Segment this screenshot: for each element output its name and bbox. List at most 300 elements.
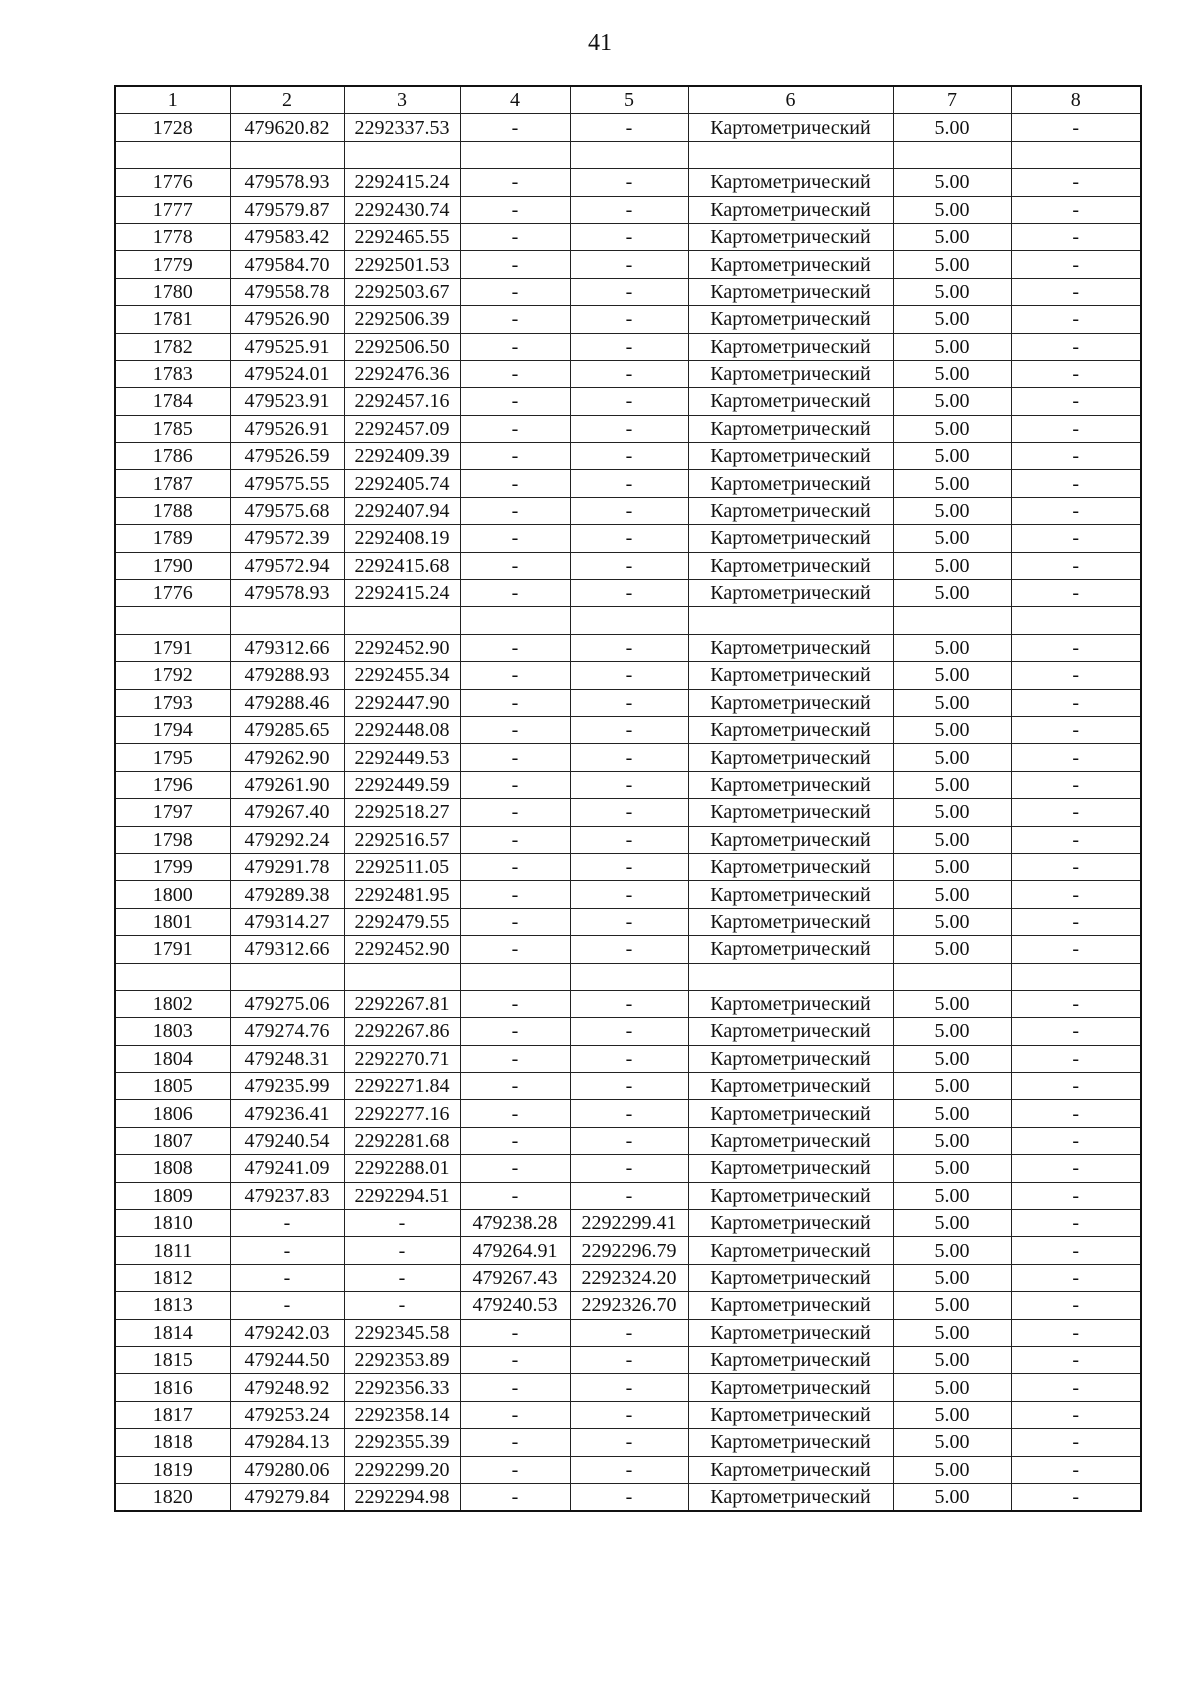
table-row (115, 1237, 1141, 1264)
table-cell: Картометрический (688, 1401, 893, 1428)
table-cell: 1799 (115, 853, 230, 880)
table-cell: - (570, 1374, 688, 1401)
table-cell: - (1011, 415, 1141, 442)
table-cell: 2292353.89 (344, 1346, 460, 1373)
table-cell: 5.00 (893, 360, 1011, 387)
table-cell: 479584.70 (230, 251, 344, 278)
table-cell: 1793 (115, 689, 230, 716)
table-cell: - (344, 1264, 460, 1291)
table-cell: - (570, 388, 688, 415)
table-cell: 479578.93 (230, 169, 344, 196)
table-cell (1011, 141, 1141, 168)
table-cell: 2292518.27 (344, 799, 460, 826)
table-cell: - (460, 826, 570, 853)
table-cell: - (570, 1100, 688, 1127)
table-cell: 479264.91 (460, 1237, 570, 1264)
table-cell: Картометрический (688, 1100, 893, 1127)
table-cell: - (570, 1346, 688, 1373)
table-row (115, 936, 1141, 963)
table-cell: - (460, 662, 570, 689)
table-cell: - (1011, 634, 1141, 661)
table-cell: Картометрический (688, 278, 893, 305)
table-cell: - (1011, 1100, 1141, 1127)
table-cell: - (1011, 826, 1141, 853)
table-cell: 5.00 (893, 552, 1011, 579)
table-cell: Картометрический (688, 1264, 893, 1291)
table-cell: 5.00 (893, 1346, 1011, 1373)
table-cell: 1728 (115, 114, 230, 141)
table-row (115, 1210, 1141, 1237)
column-header: 4 (460, 86, 570, 114)
table-cell: 479312.66 (230, 936, 344, 963)
table-cell: - (460, 497, 570, 524)
table-cell: Картометрический (688, 306, 893, 333)
table-row (115, 689, 1141, 716)
table-cell: 2292405.74 (344, 470, 460, 497)
table-cell: - (1011, 1045, 1141, 1072)
table-cell: 2292281.68 (344, 1127, 460, 1154)
table-cell: 1783 (115, 360, 230, 387)
table-cell: - (570, 1182, 688, 1209)
table-row (115, 771, 1141, 798)
table-cell (688, 607, 893, 634)
table-cell: 5.00 (893, 771, 1011, 798)
table-cell: 1798 (115, 826, 230, 853)
column-header: 3 (344, 86, 460, 114)
table-cell: 479572.94 (230, 552, 344, 579)
table-cell: 479312.66 (230, 634, 344, 661)
table-row (115, 1182, 1141, 1209)
table-cell: - (460, 990, 570, 1017)
table-cell: - (1011, 470, 1141, 497)
table-cell: 2292452.90 (344, 936, 460, 963)
table-cell: 5.00 (893, 744, 1011, 771)
table-cell: - (570, 1045, 688, 1072)
table-cell: 479262.90 (230, 744, 344, 771)
table-cell: 479248.92 (230, 1374, 344, 1401)
table-cell: 1815 (115, 1346, 230, 1373)
table-cell (688, 141, 893, 168)
table-cell: 2292415.24 (344, 580, 460, 607)
table-cell: - (570, 251, 688, 278)
table-row (115, 1483, 1141, 1511)
table-cell: - (460, 306, 570, 333)
table-cell: 5.00 (893, 470, 1011, 497)
table-cell: - (570, 1155, 688, 1182)
table-cell (570, 963, 688, 990)
table-cell: 479248.31 (230, 1045, 344, 1072)
table-cell: - (1011, 497, 1141, 524)
separator-row (115, 141, 1141, 168)
table-cell: 2292356.33 (344, 1374, 460, 1401)
table-cell: 1814 (115, 1319, 230, 1346)
table-cell (115, 607, 230, 634)
separator-row (115, 607, 1141, 634)
table-cell: - (1011, 169, 1141, 196)
table-cell (460, 141, 570, 168)
table-cell: 5.00 (893, 1127, 1011, 1154)
table-row (115, 196, 1141, 223)
table-cell: 479280.06 (230, 1456, 344, 1483)
table-cell: 2292415.68 (344, 552, 460, 579)
table-cell: - (230, 1210, 344, 1237)
table-cell: 2292271.84 (344, 1073, 460, 1100)
table-cell: - (570, 169, 688, 196)
table-cell: - (460, 251, 570, 278)
table-cell: 479244.50 (230, 1346, 344, 1373)
table-cell: - (1011, 1319, 1141, 1346)
table-cell: 1787 (115, 470, 230, 497)
column-header: 2 (230, 86, 344, 114)
table-cell: - (570, 881, 688, 908)
table-row (115, 1456, 1141, 1483)
table-cell: 479579.87 (230, 196, 344, 223)
table-cell: 5.00 (893, 1100, 1011, 1127)
table-cell: - (1011, 360, 1141, 387)
table-cell: - (460, 1429, 570, 1456)
table-cell: - (1011, 1210, 1141, 1237)
table-cell: 479291.78 (230, 853, 344, 880)
table-cell: Картометрический (688, 1429, 893, 1456)
table-cell: 5.00 (893, 799, 1011, 826)
table-cell: 2292299.41 (570, 1210, 688, 1237)
table-cell: 2292476.36 (344, 360, 460, 387)
table-cell: 5.00 (893, 826, 1011, 853)
table-cell: - (570, 415, 688, 442)
table-cell: - (460, 1100, 570, 1127)
table-cell: - (230, 1237, 344, 1264)
table-cell: Картометрический (688, 443, 893, 470)
table-cell: 2292455.34 (344, 662, 460, 689)
table-cell: - (1011, 223, 1141, 250)
table-cell: 2292449.53 (344, 744, 460, 771)
table-cell: 2292299.20 (344, 1456, 460, 1483)
table-cell: - (460, 552, 570, 579)
table-cell: 1776 (115, 169, 230, 196)
table-cell: 2292345.58 (344, 1319, 460, 1346)
table-row (115, 278, 1141, 305)
table-cell: 479526.91 (230, 415, 344, 442)
table-cell: 5.00 (893, 1182, 1011, 1209)
table-cell: Картометрический (688, 415, 893, 442)
table-cell: - (570, 1018, 688, 1045)
table-cell: 2292324.20 (570, 1264, 688, 1291)
table-cell: 5.00 (893, 662, 1011, 689)
table-cell: - (570, 525, 688, 552)
table-cell: 479261.90 (230, 771, 344, 798)
table-cell: Картометрический (688, 799, 893, 826)
table-cell: 479236.41 (230, 1100, 344, 1127)
table-row (115, 114, 1141, 141)
table-row (115, 1100, 1141, 1127)
table-cell: 5.00 (893, 689, 1011, 716)
table-cell: 1807 (115, 1127, 230, 1154)
table-cell: 5.00 (893, 415, 1011, 442)
table-row (115, 1264, 1141, 1291)
table-cell: - (570, 223, 688, 250)
table-cell: - (570, 196, 688, 223)
table-cell: 2292415.24 (344, 169, 460, 196)
table-cell: Картометрический (688, 1210, 893, 1237)
table-cell: - (460, 1319, 570, 1346)
table-cell: - (1011, 716, 1141, 743)
table-cell: - (460, 415, 570, 442)
table-cell: 479240.53 (460, 1292, 570, 1319)
table-cell: 5.00 (893, 990, 1011, 1017)
table-cell: 2292358.14 (344, 1401, 460, 1428)
table-cell: - (1011, 525, 1141, 552)
table-cell: - (460, 1483, 570, 1511)
table-cell: 5.00 (893, 306, 1011, 333)
table-cell: - (460, 470, 570, 497)
table-cell: 1806 (115, 1100, 230, 1127)
table-cell: 5.00 (893, 1456, 1011, 1483)
table-cell: 1808 (115, 1155, 230, 1182)
table-cell (1011, 963, 1141, 990)
table-cell: 479524.01 (230, 360, 344, 387)
table-cell: 1790 (115, 552, 230, 579)
table-cell: 1800 (115, 881, 230, 908)
table-row (115, 634, 1141, 661)
table-cell: - (1011, 1264, 1141, 1291)
table-cell: 2292294.98 (344, 1483, 460, 1511)
table-cell: 1779 (115, 251, 230, 278)
table-cell: - (570, 1429, 688, 1456)
table-cell: Картометрический (688, 497, 893, 524)
table-cell: 2292430.74 (344, 196, 460, 223)
table-cell: Картометрический (688, 1127, 893, 1154)
table-cell: 5.00 (893, 1374, 1011, 1401)
table-cell: 1796 (115, 771, 230, 798)
table-cell: - (1011, 1182, 1141, 1209)
table-cell: - (460, 908, 570, 935)
coordinates-table (114, 85, 1142, 1512)
table-cell: - (460, 333, 570, 360)
table-cell: 2292457.09 (344, 415, 460, 442)
table-cell: - (1011, 1292, 1141, 1319)
table-cell: Картометрический (688, 662, 893, 689)
table-cell: Картометрический (688, 580, 893, 607)
table-cell: 2292481.95 (344, 881, 460, 908)
table-row (115, 333, 1141, 360)
table-row (115, 1292, 1141, 1319)
table-row (115, 662, 1141, 689)
table-cell: 1791 (115, 634, 230, 661)
table-cell: - (1011, 333, 1141, 360)
table-cell: - (570, 1073, 688, 1100)
table-cell: 479279.84 (230, 1483, 344, 1511)
table-cell: 479275.06 (230, 990, 344, 1017)
table-cell: - (460, 716, 570, 743)
table-cell: 5.00 (893, 1237, 1011, 1264)
table-cell: - (460, 771, 570, 798)
table-cell: 479288.46 (230, 689, 344, 716)
table-cell: 479558.78 (230, 278, 344, 305)
table-cell: - (1011, 1456, 1141, 1483)
table-row (115, 881, 1141, 908)
table-cell: 5.00 (893, 1401, 1011, 1428)
table-cell: 2292267.86 (344, 1018, 460, 1045)
table-cell: 2292511.05 (344, 853, 460, 880)
table-cell: - (570, 1483, 688, 1511)
table-cell: - (460, 1155, 570, 1182)
table-cell: - (1011, 580, 1141, 607)
table-cell: 1812 (115, 1264, 230, 1291)
table-row (115, 497, 1141, 524)
table-cell: 479288.93 (230, 662, 344, 689)
table-cell: 2292506.50 (344, 333, 460, 360)
table-cell: - (570, 990, 688, 1017)
table-cell: - (344, 1292, 460, 1319)
table-cell: - (460, 388, 570, 415)
table-cell (570, 141, 688, 168)
table-cell: 1781 (115, 306, 230, 333)
table-cell: - (1011, 1483, 1141, 1511)
table-cell: 2292447.90 (344, 689, 460, 716)
table-cell: - (570, 306, 688, 333)
table-cell (460, 963, 570, 990)
table-cell: - (460, 1346, 570, 1373)
table-cell: 1784 (115, 388, 230, 415)
table-cell: Картометрический (688, 388, 893, 415)
table-cell: 1778 (115, 223, 230, 250)
table-cell: - (570, 716, 688, 743)
table-cell: 1813 (115, 1292, 230, 1319)
table-cell: - (570, 744, 688, 771)
table-row (115, 716, 1141, 743)
table-cell: 2292326.70 (570, 1292, 688, 1319)
table-cell: 1795 (115, 744, 230, 771)
table-cell: 5.00 (893, 525, 1011, 552)
table-cell: - (1011, 936, 1141, 963)
table-cell: 1818 (115, 1429, 230, 1456)
table-cell: 479578.93 (230, 580, 344, 607)
table-cell: - (460, 278, 570, 305)
table-cell: - (460, 1401, 570, 1428)
table-cell: - (460, 744, 570, 771)
table-cell: 2292407.94 (344, 497, 460, 524)
table-cell: 479267.43 (460, 1264, 570, 1291)
table-cell: 2292288.01 (344, 1155, 460, 1182)
table-row (115, 552, 1141, 579)
table-cell: 5.00 (893, 169, 1011, 196)
table-row (115, 415, 1141, 442)
table-cell: 1805 (115, 1073, 230, 1100)
table-cell: 479253.24 (230, 1401, 344, 1428)
table-cell: Картометрический (688, 1045, 893, 1072)
table-cell: - (570, 771, 688, 798)
table-cell: 1804 (115, 1045, 230, 1072)
table-cell (1011, 607, 1141, 634)
table-cell: - (460, 634, 570, 661)
table-cell: 5.00 (893, 251, 1011, 278)
table-cell: 479267.40 (230, 799, 344, 826)
table-cell: - (570, 1127, 688, 1154)
table-cell: 2292465.55 (344, 223, 460, 250)
table-cell: - (1011, 251, 1141, 278)
table-cell: - (570, 853, 688, 880)
table-row (115, 1045, 1141, 1072)
table-cell: 5.00 (893, 936, 1011, 963)
table-cell: - (570, 1401, 688, 1428)
table-row (115, 1401, 1141, 1428)
table-cell: - (570, 470, 688, 497)
table-row (115, 990, 1141, 1017)
table-cell: - (570, 497, 688, 524)
table-cell: - (1011, 990, 1141, 1017)
table-cell: - (1011, 881, 1141, 908)
table-cell: - (460, 689, 570, 716)
table-cell: 1777 (115, 196, 230, 223)
table-cell: - (1011, 1018, 1141, 1045)
table-cell: Картометрический (688, 223, 893, 250)
table-cell: - (460, 1018, 570, 1045)
table-cell: 1820 (115, 1483, 230, 1511)
table-cell: Картометрический (688, 908, 893, 935)
table-row (115, 223, 1141, 250)
table-cell: 5.00 (893, 497, 1011, 524)
table-cell: Картометрический (688, 1018, 893, 1045)
table-cell: 2292516.57 (344, 826, 460, 853)
table-cell: - (460, 223, 570, 250)
table-cell: Картометрический (688, 552, 893, 579)
table-cell: Картометрический (688, 634, 893, 661)
table-cell: Картометрический (688, 169, 893, 196)
table-cell (688, 963, 893, 990)
table-cell: 1780 (115, 278, 230, 305)
table-cell: 479274.76 (230, 1018, 344, 1045)
table-cell: - (570, 333, 688, 360)
table-cell: 5.00 (893, 1483, 1011, 1511)
table-cell: 5.00 (893, 114, 1011, 141)
table-cell: 2292449.59 (344, 771, 460, 798)
table-cell: - (1011, 908, 1141, 935)
table-cell: 479572.39 (230, 525, 344, 552)
table-cell: - (460, 936, 570, 963)
table-cell: Картометрический (688, 881, 893, 908)
table-cell: 5.00 (893, 1319, 1011, 1346)
table-cell: - (1011, 1429, 1141, 1456)
table-cell: - (570, 360, 688, 387)
table-cell: 479240.54 (230, 1127, 344, 1154)
table-cell: - (1011, 1401, 1141, 1428)
table-cell (230, 963, 344, 990)
table-cell: - (570, 826, 688, 853)
table-cell: - (460, 799, 570, 826)
table-cell: 479523.91 (230, 388, 344, 415)
table-cell: Картометрический (688, 525, 893, 552)
table-cell: 2292355.39 (344, 1429, 460, 1456)
table-row (115, 169, 1141, 196)
table-cell: Картометрический (688, 1292, 893, 1319)
table-cell: - (1011, 1374, 1141, 1401)
table-cell: - (1011, 662, 1141, 689)
table-cell: - (460, 114, 570, 141)
table-cell: 5.00 (893, 443, 1011, 470)
table-row (115, 1429, 1141, 1456)
table-cell: 2292448.08 (344, 716, 460, 743)
table-cell: - (460, 1374, 570, 1401)
table-cell: - (460, 360, 570, 387)
table-cell: - (1011, 799, 1141, 826)
table-cell: 2292506.39 (344, 306, 460, 333)
table-cell: 1782 (115, 333, 230, 360)
table-cell (115, 963, 230, 990)
table-cell (344, 963, 460, 990)
table-cell (344, 607, 460, 634)
table-cell: - (570, 114, 688, 141)
table-cell: Картометрический (688, 744, 893, 771)
